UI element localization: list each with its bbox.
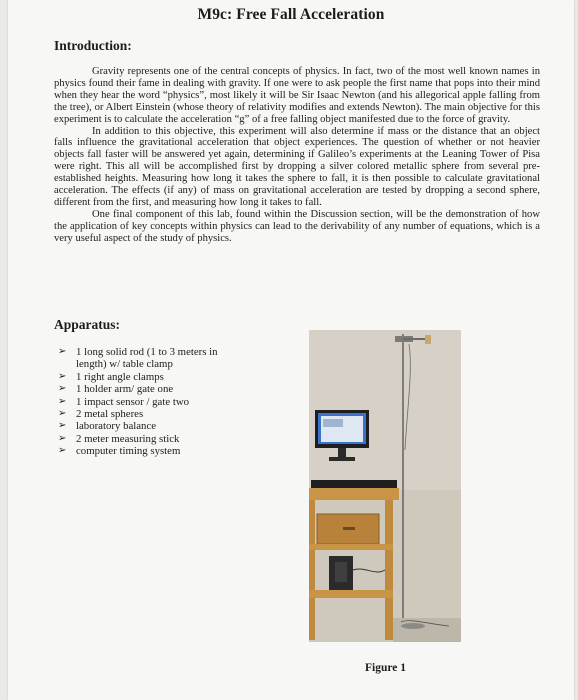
arrowhead-bullet-icon: ➢ xyxy=(58,395,67,407)
arrowhead-bullet-icon: ➢ xyxy=(58,408,67,420)
apparatus-item xyxy=(56,383,226,395)
apparatus-item-text: 1 holder arm/ gate one xyxy=(76,383,174,396)
arrowhead-bullet-icon: ➢ xyxy=(58,420,67,432)
apparatus-item-text: 2 metal spheres xyxy=(76,408,144,421)
introduction-paragraph: In addition to this objective, this experiment will also determine if mass or the distance that an object falls influence the gravitational acceleration that object experiences. The question of whether or not heavier objects fall faster will be answered yet again, determining if Galileo’s experiments at the Leaning Tower of Pisa were right. This all will be accomplished first by dropping a silver colored metallic sphere from several pre-established heights. Measuring how long it takes the sphere to fall, it is then possible to calculate gravitational acceleration. The effects (if any) of mass on gravitational acceleration are tested by dropping a second sphere, different from the first, and measuring how long it takes to fall. xyxy=(54,125,540,208)
apparatus-item xyxy=(56,371,226,383)
apparatus-item-text: laboratory balance xyxy=(76,420,157,433)
apparatus-list xyxy=(56,346,226,458)
introduction-heading: Introduction: xyxy=(54,38,132,53)
figure-caption: Figure 1 xyxy=(365,662,406,674)
apparatus-item-text: 1 long solid rod (1 to 3 meters in length) w/ table clamp xyxy=(76,346,218,371)
arrowhead-bullet-icon: ➢ xyxy=(58,432,67,444)
introduction-paragraph: One final component of this lab, found within the Discussion section, will be the demonstration of how the application of key concepts within physics can lead to the derivability of any number of equations, which is a very useful aspect of the study of physics. xyxy=(54,208,540,244)
apparatus-item-text: 1 impact sensor / gate two xyxy=(76,395,190,408)
arrowhead-bullet-icon: ➢ xyxy=(58,383,67,395)
apparatus-item xyxy=(56,420,226,432)
apparatus-item xyxy=(56,408,226,420)
arrowhead-bullet-icon: ➢ xyxy=(58,445,67,457)
apparatus-item xyxy=(56,433,226,445)
apparatus-item xyxy=(56,445,226,457)
apparatus-item-text: computer timing system xyxy=(76,445,181,458)
arrowhead-bullet-icon: ➢ xyxy=(58,346,67,357)
apparatus-photo-illustration xyxy=(309,330,461,642)
introduction-body xyxy=(54,66,540,245)
apparatus-item xyxy=(56,346,226,371)
apparatus-heading: Apparatus: xyxy=(54,317,121,332)
apparatus-photo xyxy=(309,330,461,642)
document-page xyxy=(8,0,574,700)
apparatus-item xyxy=(56,396,226,408)
document-title: M9c: Free Fall Acceleration xyxy=(197,6,385,23)
introduction-paragraph: Gravity represents one of the central concepts of physics. In fact, two of the most well known names in physics found their fame in dealing with gravity. If one were to ask people the first name that pops into their mind when they hear the word “physics”, most likely it will be Sir Isaac Newton (and his allegorical apple falling from the tree), or Albert Einstein (whose theory of relativity modifies and extends Newton). The main objective for this experiment is to calculate the acceleration “g” of a free falling object manifested due to the force of gravity. xyxy=(54,66,540,125)
apparatus-item-text: 1 right angle clamps xyxy=(76,370,164,383)
apparatus-item-text: 2 meter measuring stick xyxy=(76,432,180,445)
arrowhead-bullet-icon: ➢ xyxy=(58,370,67,382)
